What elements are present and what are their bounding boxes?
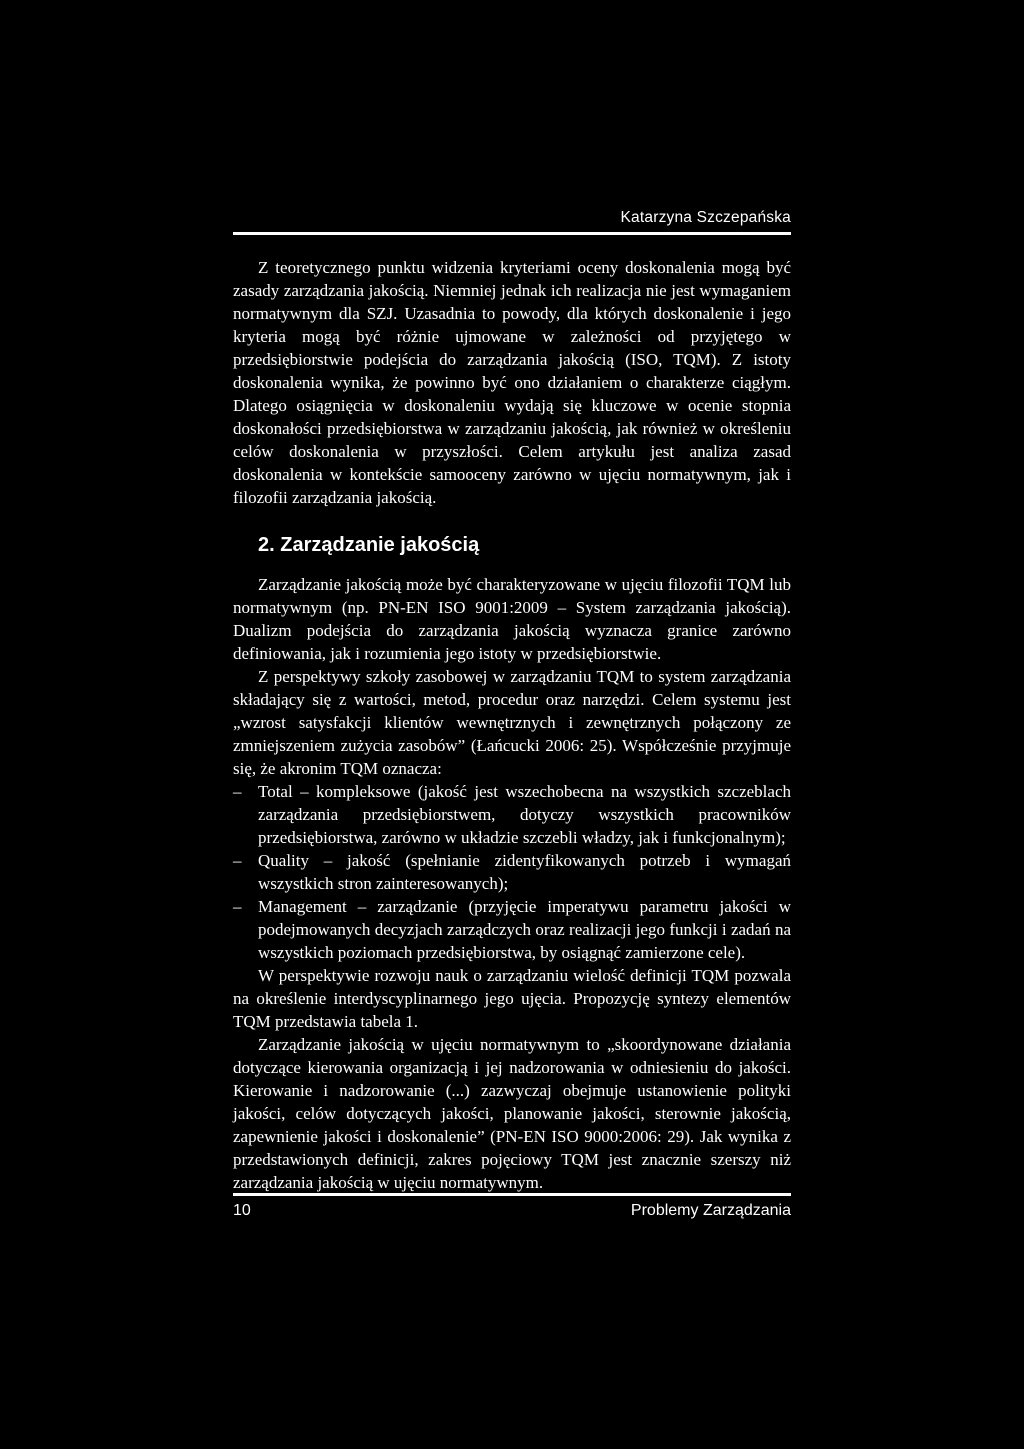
- header-rule: [233, 232, 791, 235]
- section-paragraph: Zarządzanie jakością może być charakteryzowane w ujęciu filozofii TQM lub normatywnym (np. PN-EN ISO 9001:2009 – System zarządzania jakością). Dualizm podejścia do zarządzania jakością wyznacza granice zarówno definiowania, jak i rozumienia jego istoty w przedsiębiorstwie.: [233, 575, 791, 663]
- closing-paragraph: Zarządzanie jakością w ujęciu normatywnym to „skoordynowane działania dotyczące kierowania organizacją i jej nadzorowania w odniesieniu do jakości. Kierowanie i nadzorowanie (...) zazwyczaj obejmuje ustanowienie polityki jakości, celów dotyczących jakości, planowanie jakości, sterownie jakością, zapewnienie jakości i doskonalenie” (PN-EN ISO 9000:2006: 29). Jak wynika z przedstawionych definicji, zakres pojęciowy TQM jest znacznie szerszy niż zarządzania jakością w ujęciu normatywnym.: [233, 1035, 791, 1192]
- tqm-definition-list: [233, 780, 791, 964]
- list-item-total: [233, 780, 791, 849]
- list-item-text: Total – kompleksowe (jakość jest wszechobecna na wszystkich szczeblach zarządzania przedsiębiorstwem, dotyczy wszystkich pracowników przedsiębiorstwa, zarówno w układzie szczebli władzy, jak i funkcjonalnym);: [258, 782, 791, 847]
- dash-marker: –: [233, 851, 242, 870]
- page-number: 10: [233, 1202, 251, 1219]
- intro-paragraph: Z teoretycznego punktu widzenia kryteriami oceny doskonalenia mogą być zasady zarządzania jakością. Niemniej jednak ich realizacja nie jest wymaganiem normatywnym dla SZJ. Uzasadnia to powody, dla których doskonalenie i jego kryteria mogą być różnie ujmowane w zależności od przyjętego w przedsiębiorstwie podejścia do zarządzania jakością (ISO, TQM). Z istoty doskonalenia wynika, że powinno być ono działaniem o charakterze ciągłym. Dlatego osiągnięcia w doskonaleniu wydają się kluczowe w ocenie stopnia doskonałości przedsiębiorstwa w zarządzaniu jakością, jak również w określeniu celów doskonalenia w przyszłości. Celem artykułu jest analiza zasad doskonalenia w kontekście samooceny zarówno w ujęciu normatywnym, jak i filozofii zarządzania jakością.: [233, 258, 791, 507]
- closing-paragraph: W perspektywie rozwoju nauk o zarządzaniu wielość definicji TQM pozwala na określenie interdyscyplinarnego jego ujęcia. Propozycję syntezy elementów TQM przedstawia tabela 1.: [233, 966, 791, 1031]
- list-item-text: Management – zarządzanie (przyjęcie imperatywu parametru jakości w podejmowanych decyzjach zarządczych oraz realizacji jego funkcji i zadań na wszystkich poziomach przedsiębiorstwa, by osiągnąć zamierzone cele).: [258, 897, 791, 962]
- dash-marker: –: [233, 897, 242, 916]
- running-head-author: Katarzyna Szczepańska: [620, 209, 791, 226]
- dash-marker: –: [233, 782, 242, 801]
- section-heading: 2. Zarządzanie jakością: [258, 534, 480, 556]
- list-item-management: [233, 895, 791, 964]
- list-item-text: Quality – jakość (spełnianie zidentyfikowanych potrzeb i wymagań wszystkich stron zainteresowanych);: [258, 851, 791, 893]
- journal-name: Problemy Zarządzania: [630, 1202, 791, 1219]
- article-body: [233, 256, 791, 1194]
- section-paragraph: Z perspektywy szkoły zasobowej w zarządzaniu TQM to system zarządzania składający się z wartości, metod, procedur oraz narzędzi. Celem systemu jest „wzrost satysfakcji klientów wewnętrznych i zewnętrznych połączony ze zmniejszeniem zużycia zasobów” (Łańcucki 2006: 25). Współcześnie przyjmuje się, że akronim TQM oznacza:: [233, 667, 791, 778]
- document-page: [233, 0, 791, 1449]
- footer-rule: [233, 1193, 791, 1196]
- list-item-quality: [233, 849, 791, 895]
